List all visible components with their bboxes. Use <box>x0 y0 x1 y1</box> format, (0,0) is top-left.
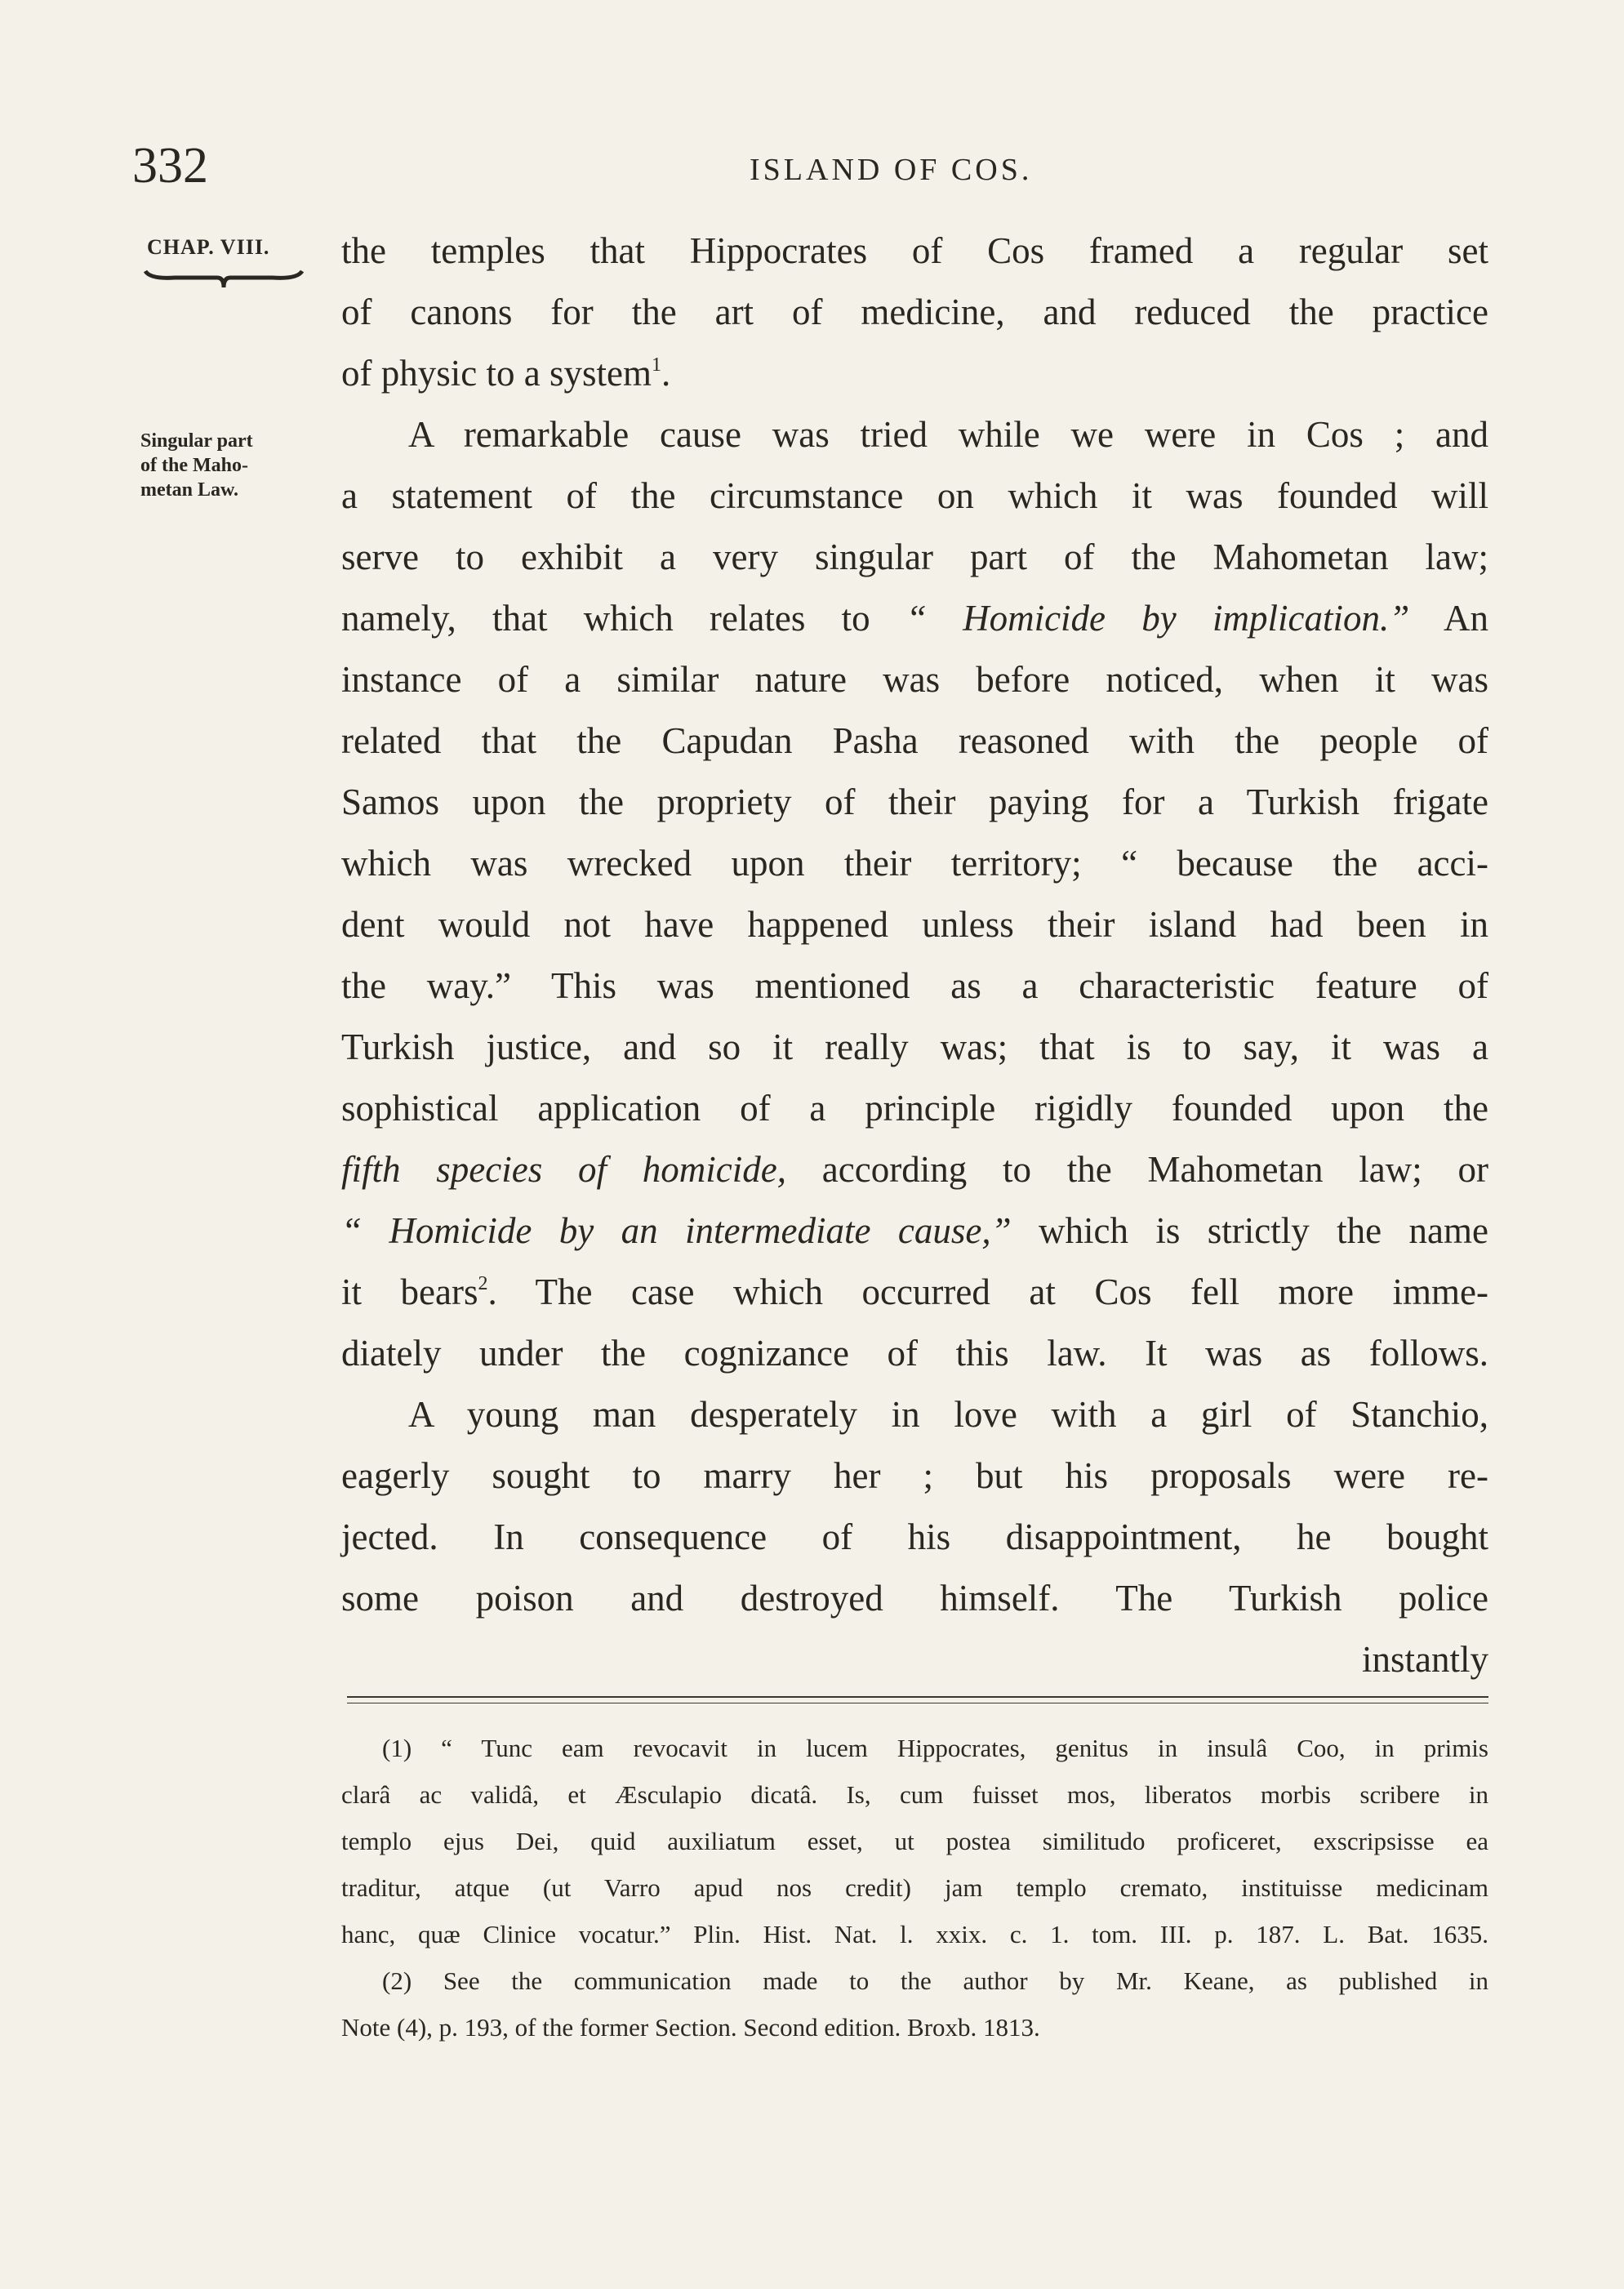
body-line-16-text: according to the Mahometan law; or <box>821 1149 1488 1190</box>
body-line-14: Turkish justice, and so it really was; that is to say, it was a <box>341 1026 1488 1067</box>
body-line-7-end: An <box>1443 598 1488 639</box>
sidenote-line-3: metan Law. <box>140 479 238 501</box>
italic-homicide-implication: “ Homicide by implication.” <box>905 598 1410 639</box>
footnote-line-3: templo ejus Dei, quid auxiliatum esset, ut postea similitudo proficeret, exscripsisse ea <box>341 1827 1488 1855</box>
body-line-3: of physic to a system$^1$. <box>341 353 671 394</box>
body-line-9: related that the Capudan Pasha reasoned with the people of <box>341 720 1488 761</box>
page-number: 332 <box>132 138 208 194</box>
body-line-11: which was wrecked upon their territory; “ because the acci- <box>341 843 1488 884</box>
running-head: ISLAND OF COS. <box>750 153 1033 187</box>
body-line-18-start: it bears <box>341 1271 478 1312</box>
body-line-5: a statement of the circumstance on which it was founded will <box>341 475 1488 516</box>
body-line-1: the temples that Hippocrates of Cos framed a regular set <box>341 230 1488 271</box>
body-line-7 <box>341 588 1488 649</box>
body-line-18: it bears$^2$. The case which occurred at Cos fell more imme- <box>341 1271 1488 1312</box>
footnote-line-7: Note (4), p. 193, of the former Section. Second edition. Broxb. 1813. <box>341 2013 1040 2042</box>
body-line-7-text: namely, that which relates to <box>341 598 870 639</box>
body-line-17 <box>341 1200 1488 1262</box>
footnote-line-4: traditur, atque (ut Varro apud nos credit) jam templo cremato, instituisse medicinam <box>341 1873 1488 1902</box>
italic-intermediate-cause: “ Homicide by an intermediate cause,” <box>341 1210 1012 1251</box>
sidenote <box>140 429 312 502</box>
footnote-ref-1: 1 <box>651 354 661 376</box>
body-line-13: the way.” This was mentioned as a characteristic feature of <box>341 965 1488 1006</box>
body-line-8: instance of a similar nature was before noticed, when it was <box>341 659 1488 700</box>
body-line-18-text: The case which occurred at Cos fell more imme- <box>535 1271 1488 1312</box>
footnote-rule <box>347 1696 1488 1703</box>
body-line-4: A remarkable cause was tried while we were in Cos ; and <box>408 414 1488 455</box>
chapter-label: CHAP. VIII. <box>147 235 270 259</box>
body-line-20: A young man desperately in love with a girl of Stanchio, <box>408 1394 1488 1435</box>
body-line-2: of canons for the art of medicine, and reduced the practice <box>341 292 1488 332</box>
body-line-12: dent would not have happened unless their island had been in <box>341 904 1488 945</box>
catchword: instantly <box>1362 1639 1488 1680</box>
footnote-line-1: (1) “ Tunc eam revocavit in lucem Hippocrates, genitus in insulâ Coo, in primis <box>382 1734 1488 1762</box>
italic-fifth-species: fifth species of homicide, <box>341 1149 787 1190</box>
sidenote-line-2: of the Maho- <box>140 455 248 476</box>
body-line-15: sophistical application of a principle rigidly founded upon the <box>341 1088 1488 1129</box>
body-line-6: serve to exhibit a very singular part of the Mahometan law; <box>341 537 1488 577</box>
footnotes <box>341 1725 1488 2051</box>
footnote-ref-2: 2 <box>478 1273 488 1294</box>
chapter-brace-ornament <box>142 268 305 292</box>
body-line-17-text: which is strictly the name <box>1039 1210 1488 1251</box>
body-line-23: some poison and destroyed himself. The Turkish police <box>341 1578 1488 1619</box>
body-line-22: jected. In consequence of his disappointment, he bought <box>341 1516 1488 1557</box>
body-line-10: Samos upon the propriety of their paying for a Turkish frigate <box>341 782 1488 822</box>
body-line-16 <box>341 1139 1488 1200</box>
body-line-3-text: of physic to a system <box>341 353 652 394</box>
body-text <box>341 220 1488 1690</box>
body-line-21: eagerly sought to marry her ; but his proposals were re- <box>341 1455 1488 1496</box>
sidenote-line-1: Singular part <box>140 430 253 452</box>
footnote-line-2: clarâ ac validâ, et Æsculapio dicatâ. Is, cum fuisset mos, liberatos morbis scribere in <box>341 1780 1488 1809</box>
footnote-line-6: (2) See the communication made to the author by Mr. Keane, as published in <box>382 1966 1488 1995</box>
footnote-line-5: hanc, quæ Clinice vocatur.” Plin. Hist. Nat. l. xxix. c. 1. tom. III. p. 187. L. Bat. 1635. <box>341 1920 1488 1948</box>
body-line-19: diately under the cognizance of this law. It was as follows. <box>341 1333 1488 1374</box>
